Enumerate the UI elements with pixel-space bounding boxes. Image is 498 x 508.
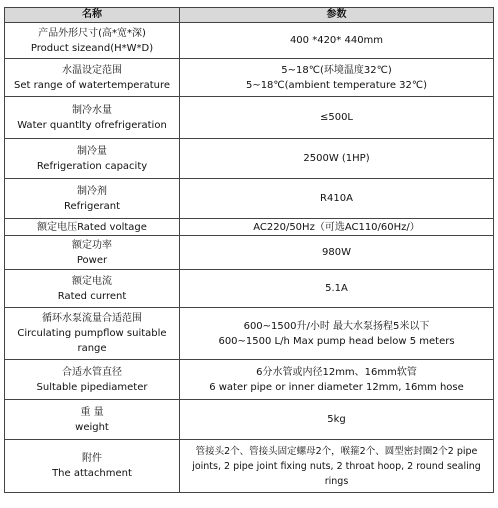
row-value xyxy=(180,59,494,97)
row-value-line: 5.1A xyxy=(325,283,348,294)
row-name-line: Refrigerant xyxy=(63,200,121,212)
table-row xyxy=(5,400,494,440)
row-value xyxy=(180,308,494,360)
header-name: 名称 xyxy=(5,8,180,23)
table-header-row xyxy=(5,8,494,23)
row-value xyxy=(180,97,494,139)
row-value xyxy=(180,179,494,219)
row-name xyxy=(5,270,180,308)
row-value-line: joints, 2 pipe joint fixing nuts, 2 throat hoop, 2 round sealing xyxy=(192,460,481,472)
row-value-line: 管接头2个、管接头固定螺母2个，喉箍2个、圆型密封圈2个2 pipe xyxy=(195,445,478,457)
row-name-line: 合适水管直径 xyxy=(62,366,122,378)
row-name-line: Product sizeand(H*W*D) xyxy=(30,42,154,54)
row-name-line: The attachment xyxy=(52,468,132,479)
row-name xyxy=(5,400,180,440)
row-name-line: 制冷水量 xyxy=(72,104,112,116)
row-name xyxy=(5,219,180,236)
row-value-line: 6分水管或内径12mm、16mm软管 xyxy=(256,366,417,378)
row-value-line: 600~1500 L/h Max pump head below 5 meters xyxy=(218,335,455,347)
row-name xyxy=(5,308,180,360)
table-row xyxy=(5,219,494,236)
row-name-line: 制冷量 xyxy=(77,145,107,157)
row-value xyxy=(180,236,494,270)
row-name-line: 循环水泵流量合适范围 xyxy=(42,313,142,324)
header-param: 参数 xyxy=(180,8,494,23)
table-row xyxy=(5,360,494,400)
row-name-line: Refrigeration capacity xyxy=(36,160,148,172)
spec-sheet xyxy=(4,7,493,503)
table-row xyxy=(5,97,494,139)
row-value-line: ≤500L xyxy=(319,112,354,123)
row-value-line: 600~1500升/小时 最大水泵扬程5米以下 xyxy=(243,320,430,332)
row-value-line: 5kg xyxy=(327,414,346,425)
row-name-line: Set range of watertemperature xyxy=(13,79,171,91)
table-row xyxy=(5,236,494,270)
row-name-line: Sultable pipediameter xyxy=(36,381,148,393)
row-value xyxy=(180,400,494,440)
row-name-line: 额定电流 xyxy=(72,275,112,287)
row-value-line: 5~18℃(ambient temperature 32℃) xyxy=(245,79,428,91)
row-value-line: 400 *420* 440mm xyxy=(289,35,384,46)
table-row xyxy=(5,179,494,219)
row-value-line: rings xyxy=(324,475,349,487)
row-name-line: Water quantlty ofrefrigeration xyxy=(17,119,167,131)
row-value xyxy=(180,139,494,179)
row-value-line: 980W xyxy=(322,247,351,258)
row-value-line: AC220/50Hz（可选AC110/60Hz/） xyxy=(253,221,420,233)
row-name-line: Circulating pumpflow suitable xyxy=(17,328,167,339)
row-name xyxy=(5,179,180,219)
row-name xyxy=(5,59,180,97)
row-value-line: R410A xyxy=(320,193,353,204)
row-name xyxy=(5,97,180,139)
row-value xyxy=(180,270,494,308)
row-value xyxy=(180,440,494,493)
row-name-line: 额定功率 xyxy=(72,239,112,251)
row-value xyxy=(180,219,494,236)
row-name xyxy=(5,440,180,493)
row-name-line: 制冷剂 xyxy=(77,185,107,197)
row-name xyxy=(5,360,180,400)
row-value-line: 5~18℃(环境温度32℃) xyxy=(281,64,392,76)
table-row xyxy=(5,139,494,179)
row-name-line: 附件 xyxy=(82,453,102,464)
table-row xyxy=(5,440,494,493)
row-value-line: 6 water pipe or inner diameter 12mm, 16mm hose xyxy=(209,381,464,393)
spec-table xyxy=(4,7,494,493)
row-name-line: Power xyxy=(76,254,108,266)
row-value xyxy=(180,23,494,59)
row-name xyxy=(5,236,180,270)
row-name-line: range xyxy=(77,343,107,354)
row-name xyxy=(5,139,180,179)
row-name-line: 重 量 xyxy=(80,406,104,418)
row-name xyxy=(5,23,180,59)
row-value xyxy=(180,360,494,400)
row-name-line: Rated current xyxy=(57,290,127,302)
table-row xyxy=(5,59,494,97)
row-name-line: 额定电压Rated voltage xyxy=(37,221,147,233)
table-row xyxy=(5,308,494,360)
row-name-line: weight xyxy=(75,421,109,433)
row-name-line: 产品外形尺寸(高*宽*深) xyxy=(38,27,146,39)
table-row xyxy=(5,23,494,59)
row-value-line: 2500W (1HP) xyxy=(303,153,370,164)
table-row xyxy=(5,270,494,308)
row-name-line: 水温设定范围 xyxy=(62,64,122,76)
